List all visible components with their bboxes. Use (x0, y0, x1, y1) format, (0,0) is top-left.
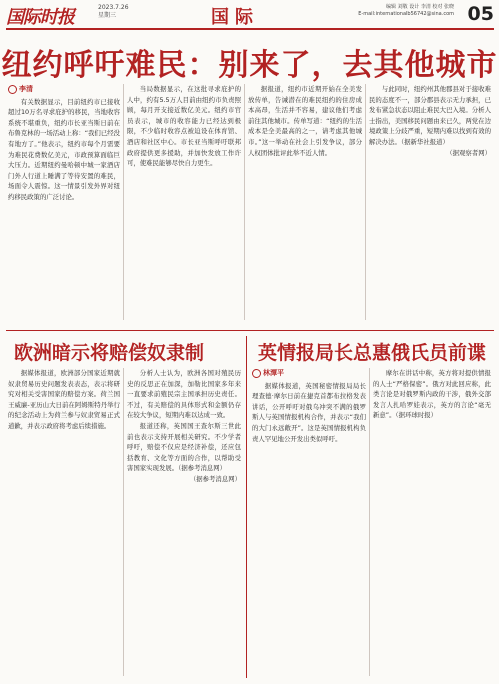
issue-date (98, 4, 129, 20)
europe-headline: 欧洲暗示将赔偿奴隶制 (14, 342, 205, 364)
section-title: 国际 (211, 7, 259, 28)
author-pen-icon (8, 85, 17, 94)
europe-col-1 (8, 368, 120, 678)
europe-col3-text: 报道还称，英国国王查尔斯三世此前也表示支持开展相关研究。不少学者呼吁，赔偿不仅应是经济补偿，还应包括教育、文化等方面的合作，以帮助受害国家实现发展。（据参考消息网） (127, 421, 241, 473)
article-divider (246, 336, 247, 678)
main-source-note: （据观察者网） (446, 148, 491, 157)
main-col4-text: 与此同时，纽约州其他郡县对于接收难民的态度不一，部分郡县表示无力承担，已发布紧急状态以阻止难民大巴入境。分析人士指出，美国移民问题由来已久，两党在边境政策上分歧严重，短期内难以找到有效的解决办法。（据新华社报道） (369, 85, 491, 146)
author-name: 林潭平 (263, 369, 284, 377)
column-divider (123, 84, 124, 320)
main-article-col-3 (248, 84, 362, 322)
europe-col1-text: 据媒体报道，欧洲部分国家近期就奴隶贸易历史问题发表表态，表示将研究对相关受害国家的赔偿方案。荷兰国王威廉-亚历山大日前在阿姆斯特丹举行的纪念活动上为荷兰参与奴隶贸易正式道歉，并表示政府将考虑后续措施。 (8, 369, 120, 430)
date-text: 2023.7.26 (98, 4, 129, 11)
column-divider (369, 368, 370, 676)
author-pen-icon (252, 369, 261, 378)
section-divider (6, 330, 494, 331)
main-col2-text: 当局数据显示，在这批寻求庇护的人中，约有5.5万人目前由纽约市负责照顾，每月开支接近数亿美元。纽约市官员表示，城市的收容能力已经达到极限，不少临时收容点被迫设在体育馆、酒店和社区中心。市长亚当斯呼吁联邦政府提供更多援助，并加快发放工作许可，使难民能够尽快自力更生。 (127, 85, 241, 168)
europe-col2-text: 分析人士认为，欧洲各国对殖民历史的反思正在加深，加勒比国家多年来一直要求前殖民宗主国承担历史责任。不过，有关赔偿的具体形式和金额仍存在较大争议，短期内难以达成一致。 (127, 369, 241, 420)
newspaper-logo: 国际时报 (6, 7, 74, 28)
main-col1-text: 有关数据显示，目前纽约市已接收超过10万名寻求庇护的移民，当地收容系统不堪重负，纽约市长亚当斯日前在布鲁克林的一场活动上称：“我们已经没有地方了。”他表示，纽约市每个月需要为难民花费数亿美元，市政预算面临巨大压力。近期纽约曼哈顿中城一家酒店门外人行道上睡满了等待安置的难民，场面令人震惊。这一情景引发外界对纽约移民政策的广泛讨论。 (8, 97, 120, 201)
europe-source-note: （据参考消息网） (189, 474, 241, 483)
column-divider (123, 368, 124, 676)
column-divider (365, 84, 366, 320)
main-article-col-2 (127, 84, 241, 322)
author-name: 李清 (19, 85, 33, 93)
email-line: E-mail:internationalb56742@sina.com (358, 11, 454, 17)
uk-col1-text: 据媒体报道，英国秘密情报局局长理查德·摩尔日前在捷克首都布拉格发表讲话，公开呼吁对俄乌冲突不满的俄罗斯人与英国情报机构合作，并表示“我们的大门永远敞开”。这是英国情报机构负责人罕见地公开发出类似呼吁。 (252, 381, 366, 443)
main-col3-text: 据报道，纽约市近期开始在全美发放传单，告诫潜在的难民纽约的住房成本高昂，生活并不容易，建议他们考虑前往其他城市。传单写道：“纽约的生活成本是全美最高的之一，请考虑其他城市。”这一举动在社会上引发争议，部分人权团体批评此举不近人情。 (248, 85, 362, 157)
page-header (6, 2, 494, 30)
page-number: 05 (467, 3, 494, 25)
main-article-col-1 (8, 84, 120, 322)
uk-col-1 (252, 368, 366, 678)
column-divider (244, 84, 245, 320)
main-headline: 纽约呼吁难民：别来了，去其他城市 (1, 48, 498, 83)
weekday-text: 星期三 (98, 12, 117, 19)
editors-line: 编辑 刘敬 设计 李清 校对 张晓 (386, 4, 454, 10)
editor-credits (358, 4, 454, 18)
main-byline (8, 84, 120, 95)
uk-headline: 英情报局长总惠俄氏员前谍 (258, 342, 487, 364)
uk-col2-text: 摩尔在讲话中称，英方将对提供情报的人士“严格保密”。俄方对此回应称，此类言论是对俄罗斯内政的干涉，俄外交部发言人扎哈罗娃表示，英方的言论“毫无新意”。（据环球时报） (373, 369, 491, 420)
uk-col-2 (373, 368, 491, 678)
main-article-col-4 (369, 84, 491, 322)
europe-col-2 (127, 368, 241, 678)
uk-byline (252, 368, 366, 379)
